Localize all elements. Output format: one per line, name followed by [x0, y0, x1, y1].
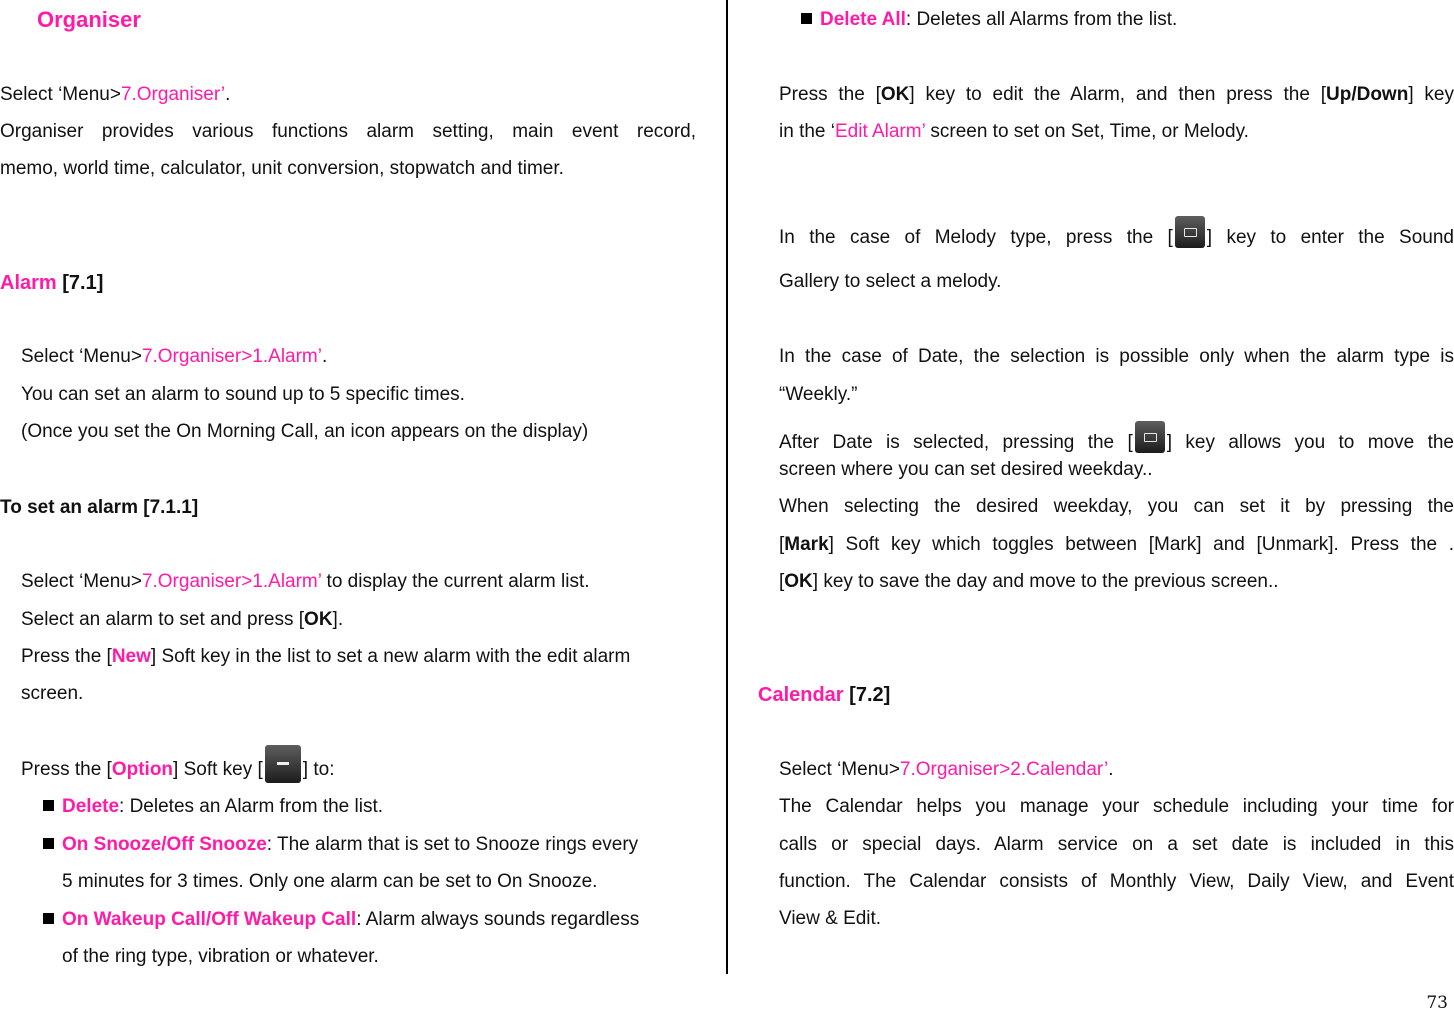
- menu-path: 7.Organiser’: [120, 84, 226, 105]
- key-label: OK: [784, 571, 813, 592]
- section-title: Organiser: [37, 7, 141, 32]
- ok-line: [779, 571, 1279, 594]
- envelope-key-icon: [1175, 216, 1205, 248]
- edit-line1: [779, 84, 1454, 107]
- text: Select ‘Menu>: [21, 571, 142, 592]
- text: ] key: [1408, 84, 1454, 105]
- calendar-line4: View & Edit.: [779, 908, 882, 929]
- after-line2: screen where you can set desired weekday..: [779, 459, 1153, 480]
- text: ] Soft key which toggles between [Mark] and [Unmark]. Press the .: [828, 534, 1454, 555]
- bullet-text: : The alarm that is set to Snooze rings every: [266, 834, 639, 855]
- intro-desc-line1: Organiser provides various functions alarm setting, main event record,: [0, 121, 696, 142]
- minus-key-icon: [265, 745, 301, 783]
- text: After Date is selected, pressing the [: [779, 432, 1133, 454]
- alarm-line3: (Once you set the On Morning Call, an icon appears on the display): [21, 421, 589, 442]
- text: ] key to edit the Alarm, and then press the [: [909, 84, 1326, 105]
- after-line1: [779, 427, 1454, 459]
- when-line1: When selecting the desired weekday, you can set it by pressing the: [779, 496, 1454, 517]
- envelope-key-icon: [1135, 421, 1165, 453]
- calendar-line2: calls or special days. Alarm service on a set date is included in this: [779, 834, 1454, 855]
- text: [: [779, 534, 785, 555]
- text: ].: [332, 609, 344, 630]
- text: screen to set on Set, Time, or Melody.: [925, 121, 1249, 142]
- set-alarm-heading: To set an alarm [7.1.1]: [0, 497, 199, 518]
- heading-code: [7.1]: [62, 272, 104, 294]
- bullet-term: On Snooze/Off Snooze: [62, 834, 267, 855]
- text: ] key to enter the Sound: [1206, 227, 1454, 249]
- heading-code: [7.2]: [849, 684, 891, 706]
- text: ] to:: [302, 759, 335, 781]
- calendar-line3: function. The Calendar consists of Monthly View, Daily View, and Event: [779, 871, 1454, 892]
- text: [: [779, 571, 785, 592]
- bullet-term: On Wakeup Call/Off Wakeup Call: [62, 909, 357, 930]
- column-divider: [726, 0, 728, 974]
- alarm-heading: [0, 271, 103, 295]
- melody-line1: [779, 222, 1454, 254]
- menu-path: 7.Organiser>2.Calendar’: [899, 759, 1109, 780]
- option-line: [21, 751, 334, 789]
- alarm-line2: You can set an alarm to sound up to 5 specific times.: [21, 384, 465, 405]
- text: Press the [: [779, 84, 881, 105]
- date-line2: “Weekly.”: [779, 384, 858, 405]
- bullet-icon: [43, 913, 54, 924]
- text: .: [225, 84, 231, 105]
- menu-path: 7.Organiser>1.Alarm’: [141, 346, 322, 367]
- text: Press the [: [21, 759, 112, 781]
- bullet-icon: [43, 800, 54, 811]
- text: .: [321, 346, 328, 367]
- new-line: [21, 646, 630, 669]
- key-label: Mark: [784, 534, 829, 555]
- melody-line2: Gallery to select a melody.: [779, 271, 1002, 292]
- bullet-item-delete-all: [820, 9, 1177, 32]
- text: in the ‘: [779, 121, 835, 142]
- bullet-term: Delete All: [820, 9, 906, 30]
- bullet-term: Delete: [62, 796, 120, 817]
- bullet-icon: [43, 838, 54, 849]
- date-line1: In the case of Date, the selection is possible only when the alarm type is: [779, 346, 1454, 367]
- bullet-item-wakeup: [62, 909, 639, 932]
- key-label: OK: [304, 609, 333, 630]
- key-label: Option: [111, 759, 174, 781]
- page-number: 73: [1426, 993, 1448, 1013]
- calendar-heading: [758, 683, 890, 707]
- text: Select ‘Menu>: [0, 84, 121, 105]
- key-label: Up/Down: [1326, 84, 1409, 105]
- set-line2: [21, 609, 343, 632]
- text: .: [1108, 759, 1114, 780]
- bullet-item-snooze-cont: 5 minutes for 3 times. Only one alarm can be set to On Snooze.: [62, 871, 598, 892]
- menu-path: 7.Organiser>1.Alarm’: [141, 571, 322, 592]
- text: ] key to save the day and move to the previous screen..: [812, 571, 1279, 592]
- text: to display the current alarm list.: [321, 571, 590, 592]
- bullet-text: : Deletes all Alarms from the list.: [905, 9, 1178, 30]
- bullet-item-delete: [62, 796, 383, 819]
- text: Select ‘Menu>: [779, 759, 900, 780]
- new-line2: screen.: [21, 683, 84, 704]
- heading-text: Calendar: [758, 684, 844, 706]
- text: ] key allows you to move the: [1166, 432, 1454, 454]
- edit-line2: [779, 121, 1249, 144]
- intro-line: [0, 84, 230, 107]
- mark-line: [779, 534, 1454, 557]
- calendar-select-line: [779, 759, 1113, 782]
- menu-path: Edit Alarm’: [834, 121, 926, 142]
- text: In the case of Melody type, press the [: [779, 227, 1173, 249]
- text: ] Soft key in the list to set a new alarm with the edit alarm: [150, 646, 631, 667]
- key-label: New: [111, 646, 151, 667]
- heading-text: Alarm: [0, 272, 57, 294]
- bullet-item-snooze: [62, 834, 638, 857]
- intro-desc-line2: memo, world time, calculator, unit conversion, stopwatch and timer.: [0, 158, 564, 179]
- text: Press the [: [21, 646, 112, 667]
- calendar-line1: The Calendar helps you manage your schedule including your time for: [779, 796, 1454, 817]
- alarm-select-line: [21, 346, 327, 369]
- bullet-icon: [801, 13, 812, 24]
- text: ] Soft key [: [173, 759, 263, 781]
- bullet-text: : Deletes an Alarm from the list.: [119, 796, 384, 817]
- text: Select an alarm to set and press [: [21, 609, 305, 630]
- set-select-line: [21, 571, 590, 594]
- key-label: OK: [880, 84, 910, 105]
- bullet-item-wakeup-cont: of the ring type, vibration or whatever.: [62, 946, 379, 967]
- text: Select ‘Menu>: [21, 346, 142, 367]
- bullet-text: : Alarm always sounds regardless: [356, 909, 640, 930]
